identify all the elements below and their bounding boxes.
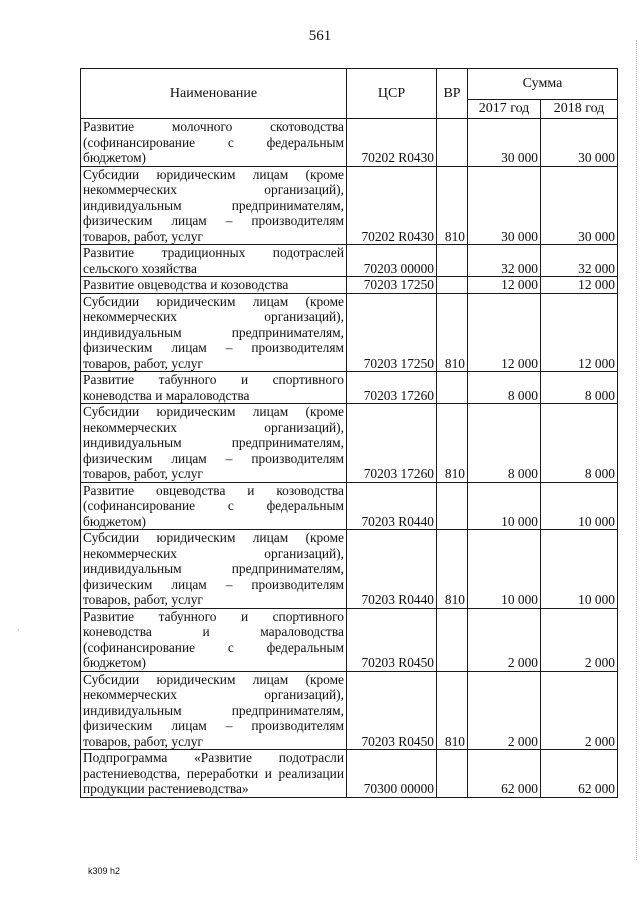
cell-vr (437, 245, 468, 277)
cell-name: Развитие традиционных подотраслей сельского хозяйства (81, 245, 347, 277)
table-row (81, 119, 618, 167)
cell-csr: 70202 R0430 (347, 166, 437, 245)
cell-csr: 70300 00000 (347, 750, 437, 798)
table-row (81, 530, 618, 609)
header-year-2017: 2017 год (468, 100, 541, 119)
cell-name: Субсидии юридическим лицам (кроме некоммерческих организаций), индивидуальным предпринимателям, физическим лицам – производителям товаров, работ, услуг (81, 293, 347, 372)
cell-2017: 2 000 (468, 671, 541, 750)
header-name: Наименование (81, 69, 347, 119)
table-row (81, 750, 618, 798)
cell-name: Подпрограмма «Развитие подотрасли растениеводства, переработки и реализации продукции растениеводства» (81, 750, 347, 798)
header-vr: ВР (437, 69, 468, 119)
cell-vr (437, 750, 468, 798)
cell-2017: 62 000 (468, 750, 541, 798)
table-row (81, 404, 618, 483)
cell-csr: 70203 17250 (347, 293, 437, 372)
cell-2017: 2 000 (468, 608, 541, 671)
cell-csr: 70203 R0440 (347, 482, 437, 530)
cell-vr (437, 482, 468, 530)
cell-csr: 70203 R0450 (347, 608, 437, 671)
cell-2018: 10 000 (541, 482, 618, 530)
budget-table (80, 68, 618, 798)
table-body (81, 119, 618, 798)
cell-2017: 12 000 (468, 277, 541, 294)
cell-2018: 12 000 (541, 277, 618, 294)
table-row (81, 277, 618, 294)
cell-csr: 70203 R0440 (347, 530, 437, 609)
cell-2018: 30 000 (541, 166, 618, 245)
table-header (81, 69, 618, 119)
cell-csr: 70202 R0430 (347, 119, 437, 167)
cell-vr (437, 277, 468, 294)
table-row (81, 482, 618, 530)
cell-vr: 810 (437, 404, 468, 483)
scan-edge-mark (634, 40, 637, 860)
cell-csr: 70203 17260 (347, 372, 437, 404)
cell-name: Развитие табунного и спортивного коневодства и мараловодства (81, 372, 347, 404)
table-row (81, 293, 618, 372)
cell-2018: 12 000 (541, 293, 618, 372)
cell-2017: 12 000 (468, 293, 541, 372)
cell-name: Развитие овцеводства и козоводства (81, 277, 347, 294)
table-row (81, 372, 618, 404)
header-csr: ЦСР (347, 69, 437, 119)
table-row (81, 671, 618, 750)
cell-2017: 32 000 (468, 245, 541, 277)
cell-2017: 10 000 (468, 482, 541, 530)
cell-name: Субсидии юридическим лицам (кроме некоммерческих организаций), индивидуальным предпринимателям, физическим лицам – производителям товаров, работ, услуг (81, 530, 347, 609)
table-row (81, 608, 618, 671)
header-sum: Сумма (468, 69, 618, 100)
table-row (81, 166, 618, 245)
cell-2018: 32 000 (541, 245, 618, 277)
cell-vr (437, 119, 468, 167)
cell-2018: 8 000 (541, 372, 618, 404)
cell-2018: 30 000 (541, 119, 618, 167)
header-year-2018: 2018 год (541, 100, 618, 119)
cell-name: Развитие табунного и спортивного коневодства и мараловодства (софинансирование с федеральным бюджетом) (81, 608, 347, 671)
cell-2018: 2 000 (541, 671, 618, 750)
cell-name: Субсидии юридическим лицам (кроме некоммерческих организаций), индивидуальным предпринимателям, физическим лицам – производителям товаров, работ, услуг (81, 166, 347, 245)
margin-mark: · (17, 626, 20, 635)
cell-2018: 62 000 (541, 750, 618, 798)
cell-name: Развитие овцеводства и козоводства (софинансирование с федеральным бюджетом) (81, 482, 347, 530)
cell-vr (437, 608, 468, 671)
cell-2017: 8 000 (468, 404, 541, 483)
cell-2017: 8 000 (468, 372, 541, 404)
table-row (81, 245, 618, 277)
cell-csr: 70203 00000 (347, 245, 437, 277)
cell-name: Развитие молочного скотоводства (софинансирование с федеральным бюджетом) (81, 119, 347, 167)
cell-csr: 70203 R0450 (347, 671, 437, 750)
cell-vr (437, 372, 468, 404)
cell-2017: 30 000 (468, 166, 541, 245)
cell-2018: 8 000 (541, 404, 618, 483)
cell-name: Субсидии юридическим лицам (кроме некоммерческих организаций), индивидуальным предпринимателям, физическим лицам – производителям товаров, работ, услуг (81, 671, 347, 750)
cell-2017: 30 000 (468, 119, 541, 167)
cell-name: Субсидии юридическим лицам (кроме некоммерческих организаций), индивидуальным предпринимателям, физическим лицам – производителям товаров, работ, услуг (81, 404, 347, 483)
cell-vr: 810 (437, 293, 468, 372)
cell-2017: 10 000 (468, 530, 541, 609)
cell-2018: 2 000 (541, 608, 618, 671)
cell-vr: 810 (437, 530, 468, 609)
page-number: 561 (308, 28, 332, 44)
cell-2018: 10 000 (541, 530, 618, 609)
cell-vr: 810 (437, 671, 468, 750)
footer-code: k309 h2 (88, 866, 121, 876)
cell-csr: 70203 17250 (347, 277, 437, 294)
cell-vr: 810 (437, 166, 468, 245)
cell-csr: 70203 17260 (347, 404, 437, 483)
